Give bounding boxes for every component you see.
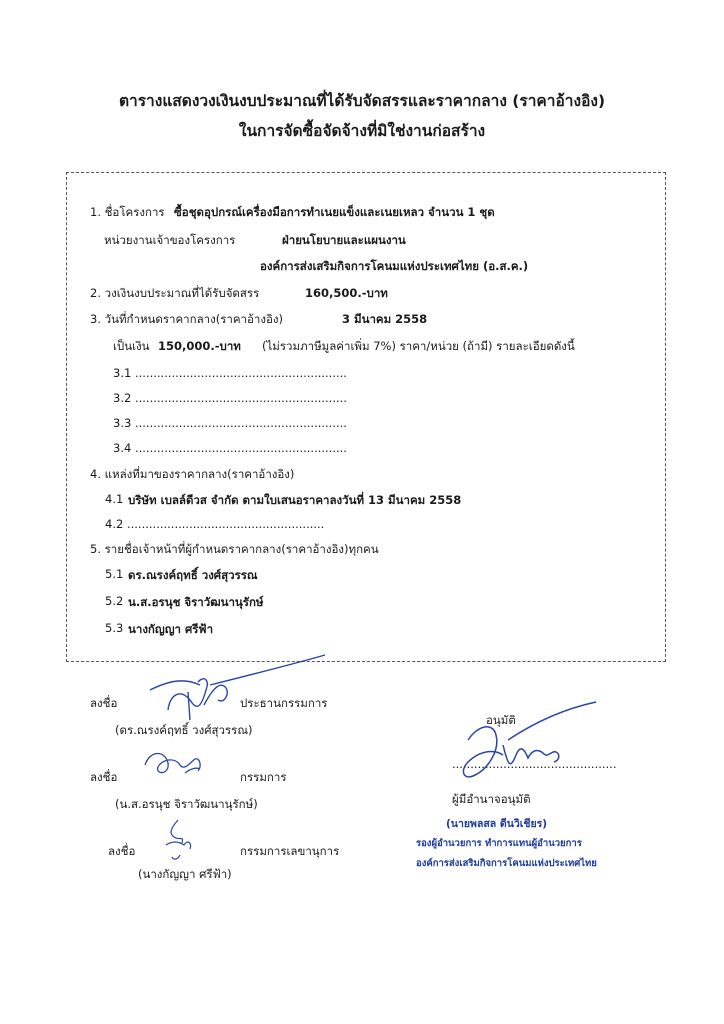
- sub-item-3-2: 3.2 ..........................................................: [113, 391, 347, 405]
- sign1-label: ลงชื่อ: [90, 696, 118, 710]
- agency-value: ฝ่ายนโยบายและแผนงาน: [282, 233, 406, 247]
- signature-1-image: [140, 650, 330, 740]
- sign3-role: กรรมการเลขานุการ: [240, 844, 340, 858]
- item3-label: 3. วันที่กำหนดราคากลาง(ราคาอ้างอิง): [90, 312, 283, 326]
- stamp-name: (นายพลสล ดีนวิเชียร): [446, 818, 548, 830]
- authority-label: ผู้มีอำนาจอนุมัติ: [452, 792, 531, 806]
- item1-value: ซื้อชุดอุปกรณ์เครื่องมือการทำเนยแข็งและเนยเหลว จำนวน 1 ชุด: [174, 205, 495, 219]
- stamp-line-3: องค์การส่งเสริมกิจการโคนมแห่งประเทศไทย: [416, 858, 597, 869]
- approve-dots: .............................................: [452, 757, 617, 771]
- item4-sub1-text: บริษัท เบลล์ดีวส จำกัด ตามใบเสนอราคาลงวันที่ 13 มีนาคม 2558: [128, 493, 462, 507]
- person-2-num: 5.2: [105, 594, 124, 608]
- person-3-name: นางกัญญา ศรีฟ้า: [128, 622, 214, 636]
- org-name: องค์การส่งเสริมกิจการโคนมแห่งประเทศไทย (อ.ส.ค.): [260, 259, 529, 273]
- price-suffix: (ไม่รวมภาษีมูลค่าเพิ่ม 7%) ราคา/หน่วย (ถ้ามี) รายละเอียดดังนี้: [262, 339, 575, 353]
- sub-item-3-1: 3.1 ..........................................................: [113, 366, 347, 380]
- item2-value: 160,500.-บาท: [305, 286, 388, 300]
- signature-2-image: [140, 745, 220, 785]
- signature-3-image: [160, 815, 200, 865]
- sub-item-3-4: 3.4 ..........................................................: [113, 441, 347, 455]
- stamp-line-2: รองผู้อำนวยการ ทำการแทนผู้อำนวยการ: [416, 838, 582, 849]
- approver-signature-image: [448, 700, 598, 785]
- item4-sub1-num: 4.1: [105, 492, 124, 506]
- sign3-label: ลงชื่อ: [108, 844, 136, 858]
- item5-label: 5. รายชื่อเจ้าหน้าที่ผู้กำหนดราคากลาง(ราคาอ้างอิง)ทุกคน: [90, 542, 379, 556]
- sign3-name: (นางกัญญา ศรีฟ้า): [138, 867, 232, 881]
- item2-label: 2. วงเงินงบประมาณที่ได้รับจัดสรร: [90, 286, 260, 300]
- person-1-num: 5.1: [105, 567, 124, 581]
- price-prefix: เป็นเงิน: [113, 339, 150, 353]
- person-1-name: ดร.ณรงค์ฤทธิ์ วงศ์สุวรรณ: [128, 568, 258, 582]
- sign2-label: ลงชื่อ: [90, 770, 118, 784]
- sign2-role: กรรมการ: [240, 770, 287, 784]
- item4-sub2: 4.2 ......................................................: [105, 517, 325, 531]
- item4-label: 4. แหล่งที่มาของราคากลาง(ราคาอ้างอิง): [90, 467, 295, 481]
- page-title: ตารางแสดงวงเงินงบประมาณที่ได้รับจัดสรรและราคากลาง (ราคาอ้างอิง): [118, 92, 606, 110]
- sign1-role: ประธานกรรมการ: [240, 696, 328, 710]
- sign1-name: (ดร.ณรงค์ฤทธิ์ วงศ์สุวรรณ): [115, 723, 253, 737]
- item1-label: 1. ชื่อโครงการ: [90, 205, 165, 219]
- approve-label: อนุมัติ: [486, 713, 516, 727]
- sub-item-3-3: 3.3 ..........................................................: [113, 416, 347, 430]
- sign2-name: (น.ส.อรนุช จิราวัฒนานุรักษ์): [115, 797, 258, 811]
- person-3-num: 5.3: [105, 621, 124, 635]
- person-2-name: น.ส.อรนุช จิราวัฒนานุรักษ์: [128, 595, 264, 609]
- page-subtitle: ในการจัดซื้อจัดจ้างที่มิใช่งานก่อสร้าง: [238, 122, 486, 140]
- item3-date: 3 มีนาคม 2558: [342, 312, 428, 326]
- price-value: 150,000.-บาท: [158, 339, 241, 353]
- agency-label: หน่วยงานเจ้าของโครงการ: [104, 233, 236, 247]
